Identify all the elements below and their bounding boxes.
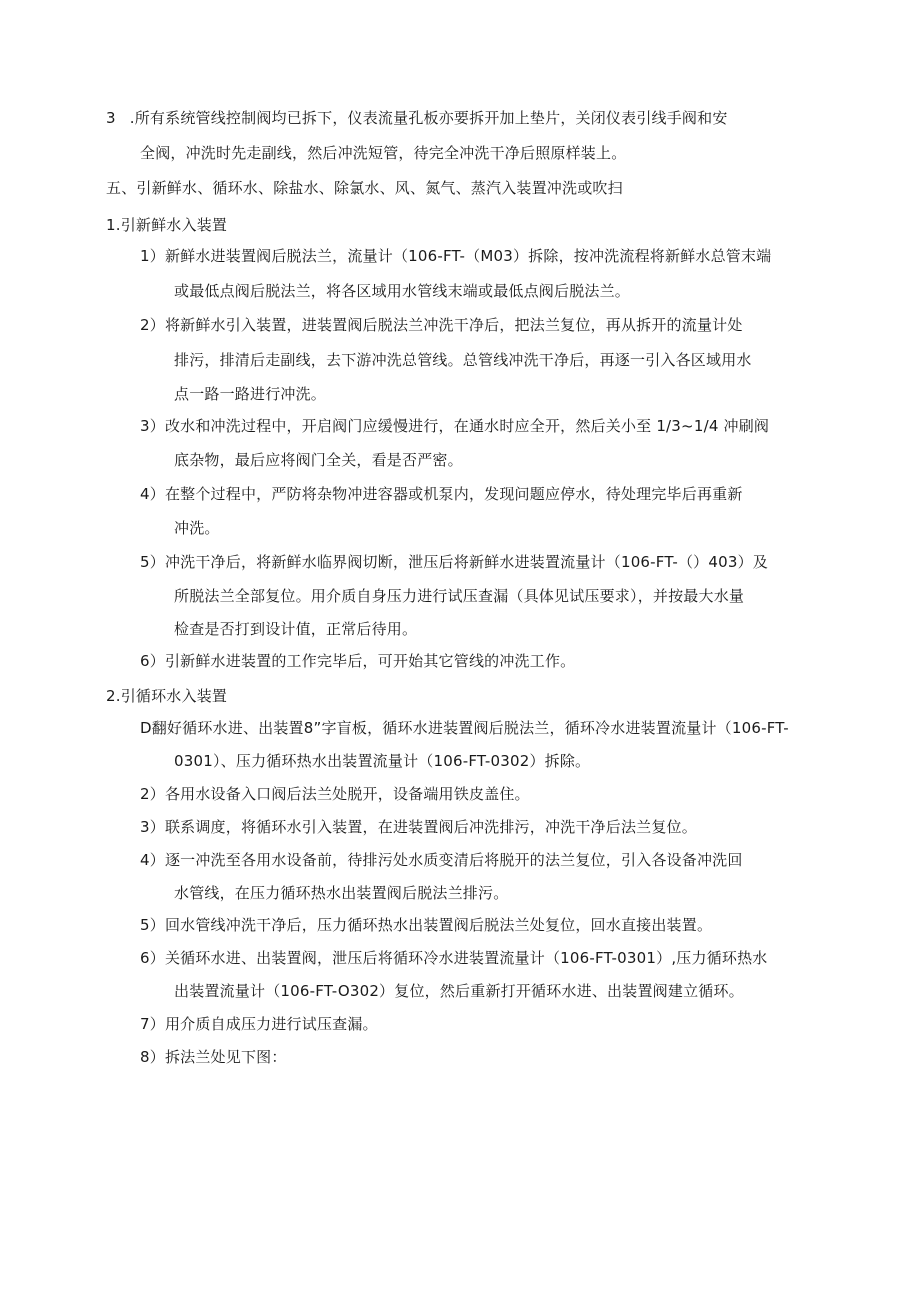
s1-item5-line3: 检查是否打到设计值，正常后待用。 <box>174 620 418 638</box>
s2-item1-line1: D翻好循环水进、出装置8”字盲板，循环水进装置阀后脱法兰，循环冷水进装置流量计（106-FT- <box>140 719 789 737</box>
s1-item2-line2: 排污，排清后走副线，去下游冲洗总管线。总管线冲洗干净后，再逐一引入各区域用水 <box>174 351 752 369</box>
s1-item3-line1: 3）改水和冲洗过程中，开启阀门应缓慢进行，在通水时应全开，然后关小至 1/3~1/4 冲刷阀 <box>140 417 770 435</box>
s2-item8-line1: 8）拆法兰处见下图： <box>140 1048 287 1066</box>
s2-item6-line2: 出装置流量计（106-FT-O302）复位，然后重新打开循环水进、出装置阀建立循环。 <box>174 982 744 1000</box>
s2-item6-line1: 6）关循环水进、出装置阀，泄压后将循环冷水进装置流量计（106-FT-0301）,压力循环热水 <box>140 949 768 967</box>
s2-item4-line1: 4）逐一冲洗至各用水设备前，待排污处水质变清后将脱开的法兰复位，引入各设备冲洗回 <box>140 851 743 869</box>
s2-item5-line1: 5）回水管线冲洗干净后，压力循环热水出装置阀后脱法兰处复位，回水直接出装置。 <box>140 916 713 934</box>
s1-item1-line2: 或最低点阀后脱法兰，将各区域用水管线末端或最低点阀后脱法兰。 <box>174 282 631 300</box>
s2-item4-line2: 水管线，在压力循环热水出装置阀后脱法兰排污。 <box>174 884 509 902</box>
s2-item3-line1: 3）联系调度，将循环水引入装置，在进装置阀后冲洗排污，冲洗干净后法兰复位。 <box>140 818 697 836</box>
item3-line2: 全阀，冲洗时先走副线，然后冲洗短管，待完全冲洗干净后照原样装上。 <box>140 144 627 162</box>
s1-item2-line3: 点一路一路进行冲洗。 <box>174 385 327 403</box>
s1-item5-line2: 所脱法兰全部复位。用介质自身压力进行试压查漏（具体见试压要求），并按最大水量 <box>174 587 745 605</box>
s2-item7-line1: 7）用介质自成压力进行试压查漏。 <box>140 1015 378 1033</box>
s1-item3-line2: 底杂物，最后应将阀门全关，看是否严密。 <box>174 451 463 469</box>
s1-item6-line1: 6）引新鲜水进装置的工作完毕后，可开始其它管线的冲洗工作。 <box>140 652 576 670</box>
item3-line1 <box>106 108 728 128</box>
s2-item1-line2: 0301）、压力循环热水出装置流量计（106-FT-0302）拆除。 <box>174 752 591 770</box>
s1-item4-line2: 冲洗。 <box>174 519 220 537</box>
subsection2-heading: 2.引循环水入装置 <box>106 687 228 705</box>
s1-item2-line1: 2）将新鲜水引入装置，进装置阀后脱法兰冲洗干净后，把法兰复位，再从拆开的流量计处 <box>140 316 743 334</box>
section5-heading: 五、引新鲜水、循环水、除盐水、除氯水、风、氮气、蒸汽入装置冲洗或吹扫 <box>106 179 623 197</box>
item3-number: 3 <box>106 109 116 127</box>
subsection1-heading: 1.引新鲜水入装置 <box>106 216 228 234</box>
s1-item4-line1: 4）在整个过程中，严防将杂物冲进容器或机泵内，发现问题应停水，待处理完毕后再重新 <box>140 485 743 503</box>
item3-text: .所有系统管线控制阀均已拆下，仪表流量孔板亦要拆开加上垫片，关闭仪表引线手阀和安 <box>129 109 728 127</box>
s1-item5-line1: 5）冲洗干净后，将新鲜水临界阀切断，泄压后将新鲜水进装置流量计（106-FT-（）403）及 <box>140 553 768 571</box>
s2-item2-line1: 2）各用水设备入口阀后法兰处脱开，设备端用铁皮盖住。 <box>140 785 530 803</box>
s1-item1-line1: 1）新鲜水进装置阀后脱法兰，流量计（106-FT-（M03）拆除，按冲洗流程将新鲜水总管末端 <box>140 247 772 265</box>
